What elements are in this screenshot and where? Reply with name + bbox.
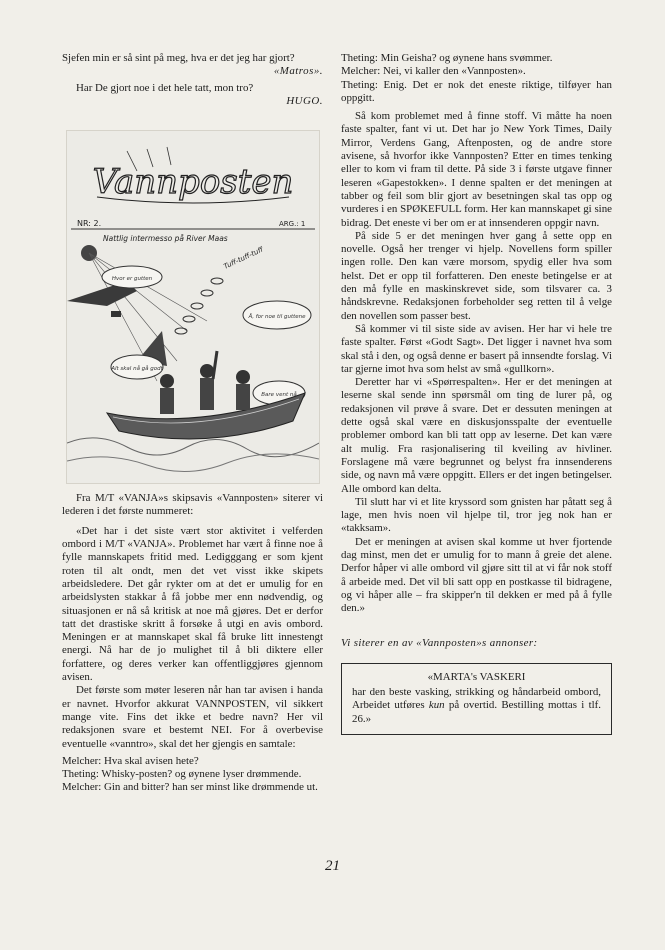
paragraph-columns: Så kom problemet med å finne stoff. Vi måtte ha noen faste spalter, fant vi ut. Det har jo New York Times, Daily Mirror, Verdens Gang, Aftenposten, og de andre store avisene, så hvorfor ikke Vannposten? Etter en times tenking eller to kom vi fram til dette. På side 3 i første utgave finner leseren «Gapestokken». I denne spalten er det meningen at tabber og feil som blir gjort av besetningen skal tas opp og vurderes i en SPØKEFULL form. Her kan mannskapet gi sine bidrag. Det eneste vi ber om er at innsenderen oppgir navn. [341, 110, 612, 229]
hugo-signature: HUGO. [286, 94, 323, 107]
bubble-1: Hvor er gutten [111, 276, 152, 283]
cover-year: ARG.: 1 [278, 220, 305, 229]
bubble-4: Bare vent nå [260, 392, 297, 399]
page-number: 21 [325, 858, 340, 874]
hugo-text: Har De gjort noe i det hele tatt, mon tro? [76, 81, 254, 94]
ad-body-emphasis: kun [428, 699, 445, 712]
paragraph-matros [62, 52, 323, 79]
dialogue-line-5: Melcher: Nei, vi kaller den «Vannposten». [341, 65, 526, 78]
cover-issue: NR: 2. [76, 219, 101, 229]
matros-text: Sjefen min er så sint på meg, hva er det jeg har gjort? [62, 52, 295, 64]
paragraph-question-column: Deretter har vi «Spørrespalten». Her er det meningen at leserne skal sende inn spørsmål om ting de lurer på, og redaksjonen vil prøve å svare. Det er dessuten meningen at dette også skal være en diskusjonsspalte der eventuelle problemer ombord kan bli tatt opp av leserne. Det kan være alt mulig. Fra rasjonalisering til kveiling av hivliner. Forslagene må være begrunnet og belyst fra innsenderens side, og navn må være oppgitt. Ellers er det ingen betingelser. Alle ombord kan delta. [341, 376, 612, 495]
paragraph-crossword: Til slutt har vi et lite kryssord som gnisten har påtatt seg å lage, men hvis noen vil hjelpe til, tror jeg nok han er «takksam». [341, 495, 612, 535]
intro-paragraph: Fra M/T «VANJA»s skipsavis «Vannposten» siterer vi lederen i det første nummeret: [62, 492, 323, 518]
quote-paragraph: «Det har i det siste vært stor aktivitet i velferden ombord i M/T «VANJA». Problemet har vært å finne noe å fylle mannskapets fritid med. Ledigggang er som kjent roten til alt ondt, men det vet visst ikke skipets arbeidsledere. Det går rykter om at det er umulig for en arbeidslysten stakkar å få jobbe mer enn nødvendig, og situasjonen er nå så kritisk at noe må gjøres. Det er derfor tatt det drastiske skritt å forsøke å utgi en avis ombord. Meningen er at mannskapet skal få bruke litt innestengt energi. Nå har de jo mulighet til å bli diktere eller forfattere, og deres verker kan offentliggjøres gjennom avisen. [62, 524, 323, 684]
dialogue-line-2: Theting: Whisky-posten? og øynene lyser drømmende. [62, 768, 302, 781]
ad-intro-note: Vi siterer en av «Vannposten»s annonser: [341, 637, 538, 650]
paragraph-hugo [62, 82, 323, 109]
ad-title: «MARTA's VASKERI [427, 670, 526, 683]
paragraph-last-page: Så kommer vi til siste side av avisen. Her har vi hele tre faste spalter. Først «Godt Sagt». Det ligger i navnet hva som skal stå i den, og også denne er basert på innsendte forslag. Vi tar gjerne imot hva som helst av små «gullkorn». [341, 322, 612, 375]
cover-sfx: Tuff-tuff-tuff [221, 245, 264, 272]
dialogue-line-6: Theting: Enig. Det er nok det eneste riktige, tilføyer han oppgitt. [341, 78, 612, 104]
paragraph-novelle: På side 5 er det meningen hver gang å sette opp en novelle. Også her trenger vi hjelp. Novellens form spiller ingen rolle. Den kan være morsom, spydig eller hva som helst. Det er opp til forfatteren. Den eneste betingelse er at den må fylle en maskinskrevet side, som tilsvarer ca. 3 håndskrevne. Redaksjonen forbeholder seg retten til å velge den novellen som passer best. [341, 229, 612, 322]
bubble-2: Å, for noe til guttene [247, 314, 306, 321]
paragraph-name-question: Det første som møter leseren når han tar avisen i handa er navnet. Hvorfor akkurat VANNPOSTEN, vil sikkert mange vite. Fins det ikke et bedre navn? Her vil redaksjonen svare et bestemt NEI. For å overbevise eventuelle «vanntro», skal det her gjengis en samtale: [62, 684, 323, 750]
cover-drawing [67, 131, 319, 483]
dialogue-line-1: Melcher: Hva skal avisen hete? [62, 754, 199, 767]
bubble-3: Alt skal nå gå godt [110, 366, 163, 373]
matros-signature: «Matros». [273, 65, 323, 78]
ad-body-after: på overtid. Bestilling mottas i tlf. 26.» [352, 699, 601, 725]
paragraph-frequency: Det er meningen at avisen skal komme ut hver fjortende dag minst, men det er umulig for to mann å greie det alene. Derfor håper vi alle ombord vil gjøre sitt til at vi får nok stoff å arbeide med. Det vil bli satt opp en postkasse til bidragene, og vi håper alle – fra skipper'n til dekken er med på å fylle den.» [341, 535, 612, 615]
cover-subtitle: Nattlig intermesso på River Maas [102, 234, 228, 244]
cover-title: Vannposten [92, 162, 293, 203]
vannposten-cover-illustration [66, 130, 320, 484]
dialogue-line-4: Theting: Min Geisha? og øynene hans svømmer. [341, 52, 553, 64]
left-column [62, 52, 323, 795]
dialogue-line-3: Melcher: Gin and bitter? han ser minst like drømmende ut. [62, 781, 318, 794]
ad-body-before: har den beste vasking, strikking og håndarbeid ombord, Arbeidet utføres [352, 686, 601, 712]
right-column [341, 52, 612, 735]
laundry-advertisement-box [341, 663, 612, 735]
